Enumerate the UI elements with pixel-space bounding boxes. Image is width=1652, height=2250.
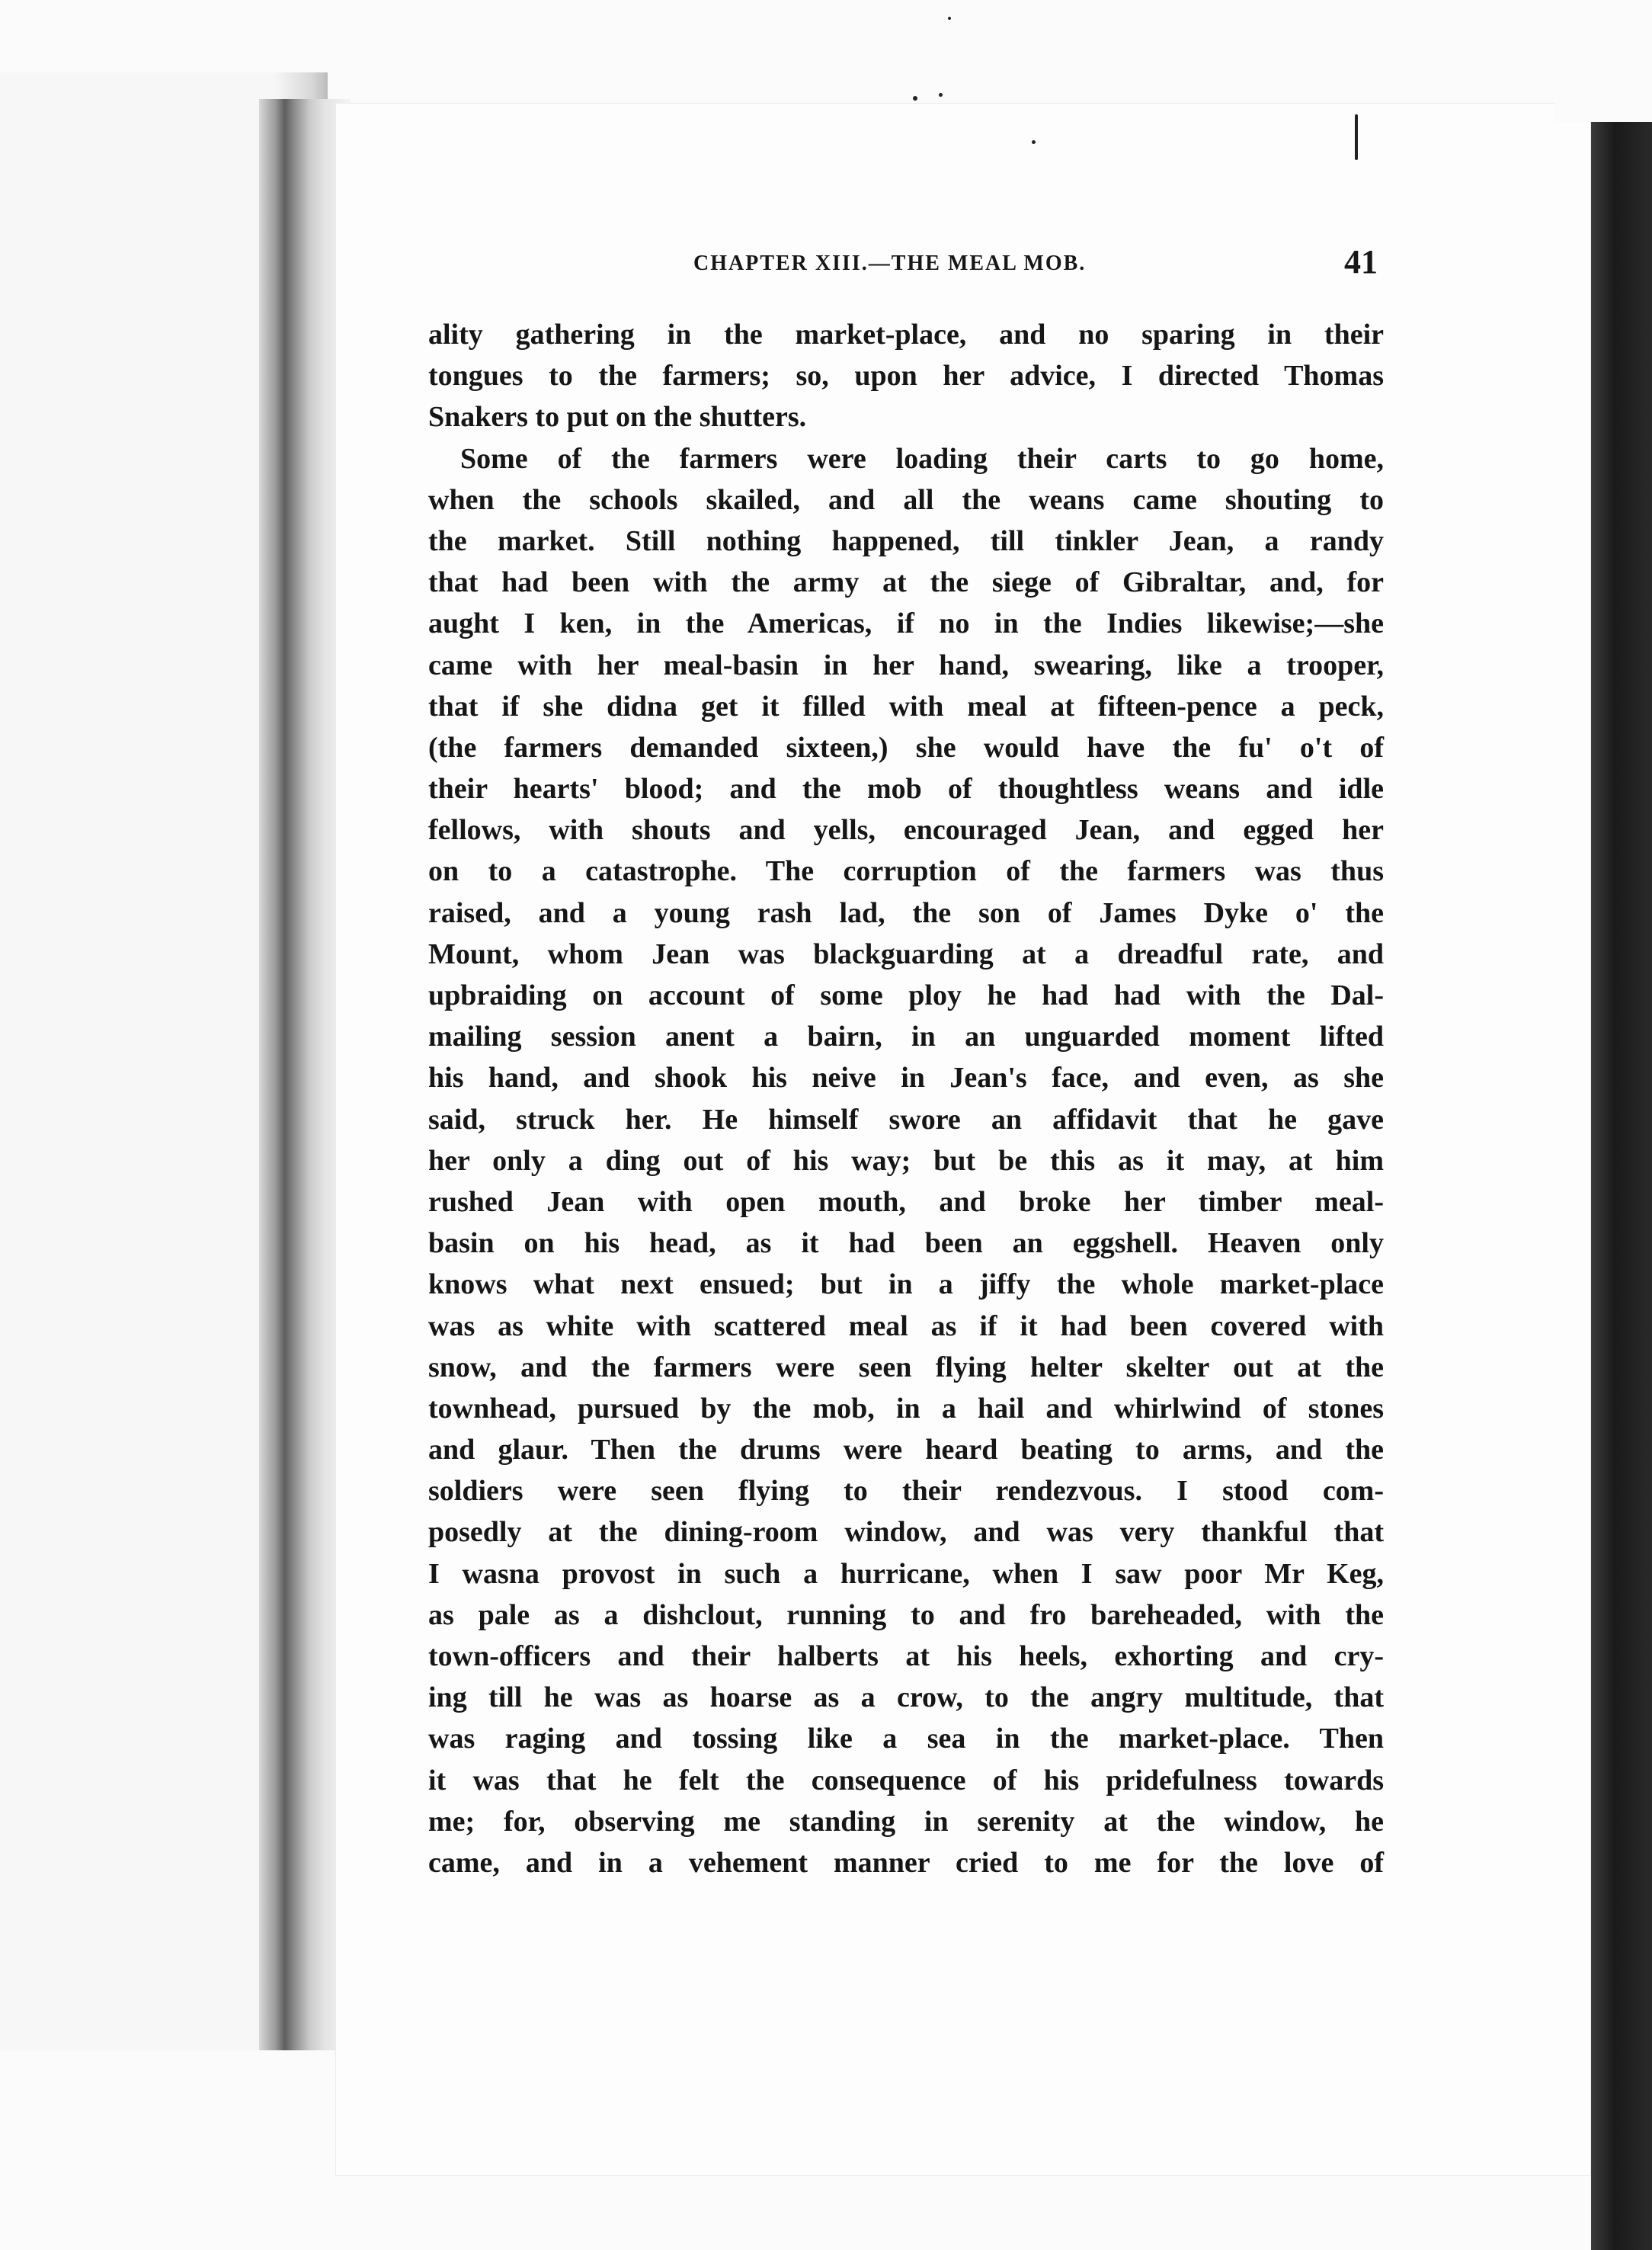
body-line: was as white with scattered meal as if it had been covered with (428, 1309, 1384, 1342)
body-line: her only a ding out of his way; but be this as it may, at him (428, 1144, 1384, 1177)
body-line: came with her meal-basin in her hand, swearing, like a trooper, (428, 649, 1384, 681)
body-line: fellows, with shouts and yells, encouraged Jean, and egged her (428, 814, 1384, 847)
body-text (428, 314, 1384, 1883)
body-line: was raging and tossing like a sea in the market-place. Then (428, 1723, 1384, 1755)
scan-background-edge (1591, 107, 1652, 2250)
body-line: his hand, and shook his neive in Jean's face, and even, as she (428, 1062, 1384, 1095)
body-line: their hearts' blood; and the mob of thoughtless weans and idle (428, 773, 1384, 806)
body-line: mailing session anent a bairn, in an unguarded moment lifted (428, 1021, 1384, 1053)
body-line: Mount, whom Jean was blackguarding at a dreadful rate, and (428, 938, 1384, 970)
body-line: tongues to the farmers; so, upon her advice, I directed Thomas (428, 360, 1384, 393)
body-line: knows what next ensued; but in a jiffy the whole market-place (428, 1268, 1384, 1301)
body-line: upbraiding on account of some ploy he had had with the Dal- (428, 979, 1384, 1011)
body-line: as pale as a dishclout, running to and fro bareheaded, with the (428, 1598, 1384, 1631)
body-line: townhead, pursued by the mob, in a hail and whirlwind of stones (428, 1392, 1384, 1425)
body-line: raised, and a young rash lad, the son of James Dyke o' the (428, 896, 1384, 929)
body-line: Some of the farmers were loading their carts to go home, (460, 442, 1384, 475)
body-line: the market. Still nothing happened, till tinkler Jean, a randy (428, 524, 1384, 557)
body-line: said, struck her. He himself swore an affidavit that he gave (428, 1103, 1384, 1136)
running-head: CHAPTER XIII.—THE MEAL MOB. (693, 252, 1087, 275)
body-line: town-officers and their halberts at his heels, exhorting and cry- (428, 1640, 1384, 1672)
body-line: posedly at the dining-room window, and was very thankful that (428, 1516, 1384, 1549)
scan-background-top (1554, 0, 1652, 122)
body-line: Snakers to put on the shutters. (428, 401, 807, 434)
body-line: aught I ken, in the Americas, if no in the Indies likewise;—she (428, 607, 1384, 640)
body-line: snow, and the farmers were seen flying helter skelter out at the (428, 1351, 1384, 1383)
body-line: ing till he was as hoarse as a crow, to the angry multitude, that (428, 1681, 1384, 1714)
body-line: basin on his head, as it had been an eggshell. Heaven only (428, 1227, 1384, 1260)
body-line: that had been with the army at the siege of Gibraltar, and, for (428, 566, 1384, 599)
body-line: that if she didna get it filled with meal at fifteen-pence a peck, (428, 690, 1384, 723)
body-line: me; for, observing me standing in serenity at the window, he (428, 1805, 1384, 1838)
body-line: (the farmers demanded sixteen,) she would have the fu' o't of (428, 731, 1384, 764)
body-line: rushed Jean with open mouth, and broke her timber meal- (428, 1185, 1384, 1218)
body-line: ality gathering in the market-place, and no sparing in their (428, 319, 1384, 351)
body-line: it was that he felt the consequence of his pridefulness towards (428, 1764, 1384, 1796)
body-line: soldiers were seen flying to their rendezvous. I stood com- (428, 1475, 1384, 1508)
body-line: and glaur. Then the drums were heard beating to arms, and the (428, 1434, 1384, 1466)
body-line: I wasna provost in such a hurricane, when I saw poor Mr Keg, (428, 1557, 1384, 1590)
page-number: 41 (1344, 243, 1378, 280)
body-line: came, and in a vehement manner cried to me for the love of (428, 1846, 1384, 1879)
body-line: when the schools skailed, and all the weans came shouting to (428, 483, 1384, 516)
body-line: on to a catastrophe. The corruption of the farmers was thus (428, 855, 1384, 888)
